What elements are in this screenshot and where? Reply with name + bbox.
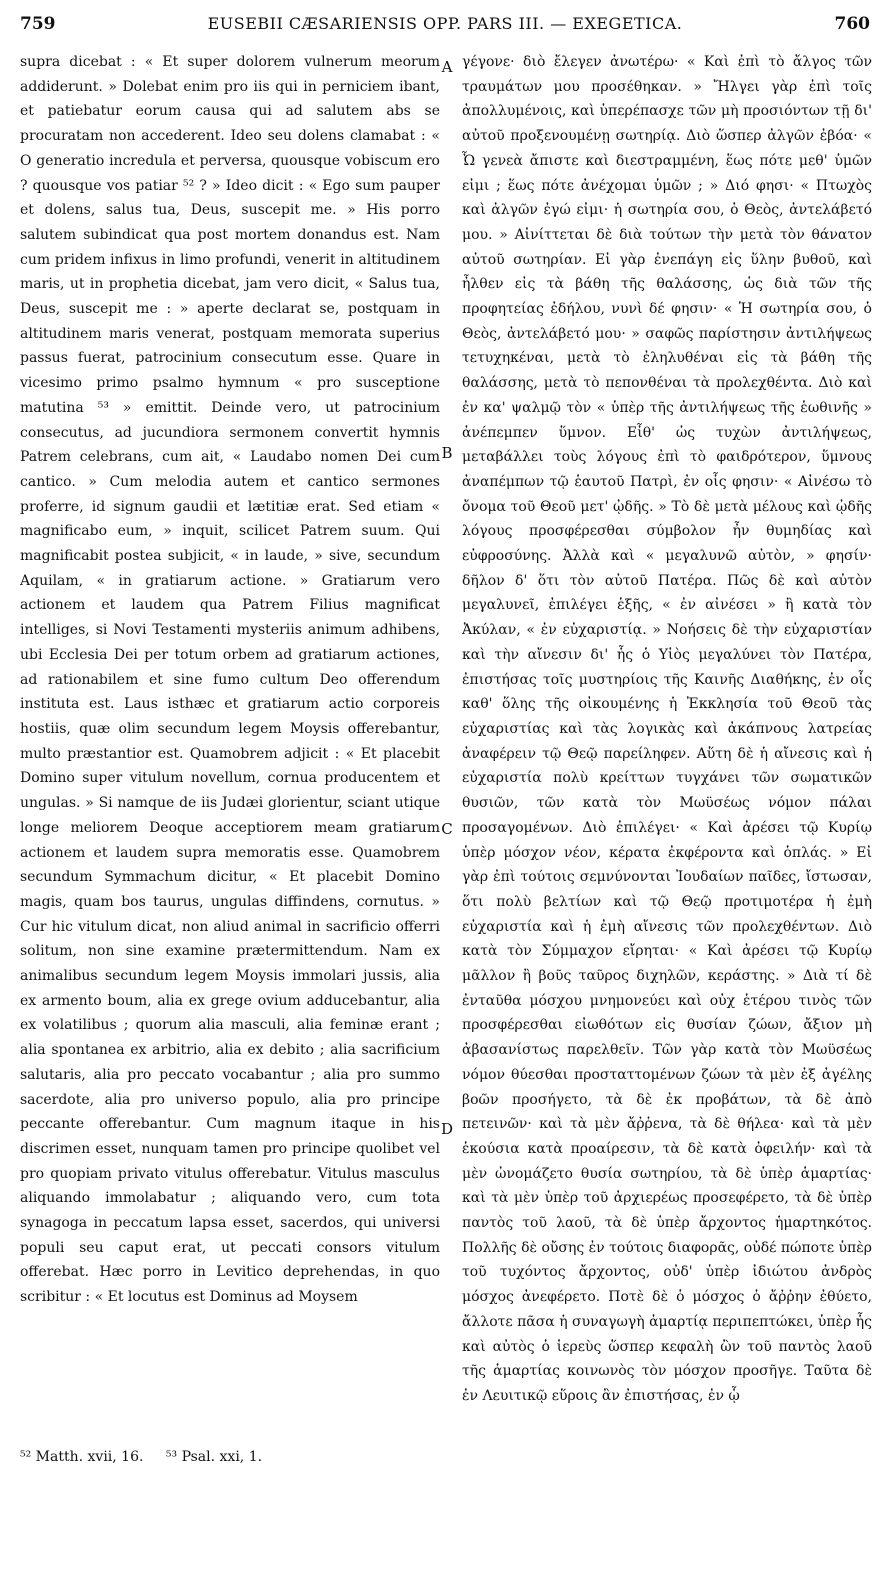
section-marker-d: D bbox=[440, 1120, 454, 1138]
section-marker-b: B bbox=[441, 444, 453, 462]
greek-text: γέγονε· διὸ ἔλεγεν ἀνωτέρω· « Καὶ ἐπὶ τὸ ἄλγος τῶν τραυμάτων μου προσέθηκαν. » Ἤλγει γὰρ ἐπὶ τοῖς ἀπολλυμένοις, καὶ ὑπερέπασχε τῶν μὴ προσιόντων τῇ δι' αὐτοῦ προξενουμένῃ σωτηρίᾳ. Διὸ ὥσπερ ἀλγῶν ἐβόα· « Ὦ γενεὰ ἄπιστε καὶ διεστραμμένη, ἕως πότε μεθ' ὑμῶν εἰμι ; ἕως πότε ἀνέχομαι ὑμῶν ; » Διό φησι· « Πτωχὸς καὶ ἀλγῶν ἐγώ εἰμι· ἡ σωτηρία σου, ὁ Θεὸς, ἀντελάβετό μου. » Αἰνίττεται δὲ διὰ τούτων τὴν μετὰ τὸν θάνατον αὐτοῦ σωτηρίαν. Εἰ γὰρ ἐνεπάγη εἰς ὕλην βυθοῦ, καὶ ἦλθεν εἰς τὰ βάθη τῆς θαλάσσης, ὡς διὰ τῶν τῆς προφητείας ἐδήλου, νυνὶ δέ φησιν· « Ἡ σωτηρία σου, ὁ Θεὸς, ἀντελάβετό μου· » σαφῶς παρίστησιν ἀντιλήψεως τετυχηκέναι, μετὰ τὸ ἐληλυθέναι εἰς τὰ βάθη τῆς θαλάσσης, μετὰ τὸ πεπονθέναι τὰ προλεχθέντα. Διὸ καὶ ἐν κα' ψαλμῷ τὸν « ὑπὲρ τῆς ἀντιλήψεως τῆς ἑωθινῆς » ἀνέπεμπεν ὕμνον. Εἶθ' ὡς τυχὼν ἀντιλήψεως, μεταβάλλει τοὺς λόγους ἐπὶ τὸ φαιδρότερον, ὕμνους ἀναπέμπων τῷ ἑαυτοῦ Πατρὶ, ἐν οἷς φησιν· « Αἰνέσω τὸ ὄνομα τοῦ Θεοῦ μετ' ᾠδῆς. » Τὸ δὲ μετὰ μέλους καὶ ᾠδῆς λόγους προσφέρεσθαι σύμβολον ἦν θυμηδίας καὶ εὐφροσύνης. Ἀλλὰ καὶ « μεγαλυνῶ αὐτὸν, » φησίν· δῆλον δ' ὅτι τὸν αὐτοῦ Πατέρα. Πῶς δὲ καὶ αὐτὸν μεγαλυνεῖ, ἐπιλέγει ἑξῆς, « ἐν αἰνέσει » ἢ κατὰ τὸν Ἀκύλαν, « ἐν εὐχαριστίᾳ. » Νοήσεις δὲ τὴν εὐχαριστίαν καὶ τὴν αἴνεσιν δι' ἧς ὁ Υἱὸς μεγαλύνει τὸν Πατέρα, ἐπιστήσας τοῖς μυστηρίοις τῆς Καινῆς Διαθήκης, ἐν οἷς καθ' ὅλης τῆς οἰκουμένης ἡ Ἐκκλησία τοῦ Θεοῦ τὰς εὐχαριστίας καὶ τὰς λογικὰς καὶ ἀκάπνους λατρείας ἀναφέρειν τῷ Θεῷ παρείληφεν. Αὕτη δὲ ἡ αἴνεσις καὶ ἡ εὐχαριστία πολὺ κρείττων τυγχάνει τῶν σωματικῶν θυσιῶν, τῶν κατὰ τὸν Μωϋσέως νόμον πάλαι προσαγομένων. Διὸ ἐπιλέγει· « Καὶ ἀρέσει τῷ Κυρίῳ ὑπὲρ μόσχον νέον, κέρατα ἐκφέροντα καὶ ὁπλάς. » Εἰ γὰρ ἐπὶ τούτοις σεμνύνονται Ἰουδαίων παῖδες, ἴστωσαν, ὅτι πολὺ βελτίων καὶ τῷ Θεῷ προτιμοτέρα ἡ ἐμὴ εὐχαριστία καὶ ἡ ἐμὴ αἴνεσις τῶν προλεχθέντων. Διὸ κατὰ τὸν Σύμμαχον εἴρηται· « Καὶ ἀρέσει τῷ Κυρίῳ μᾶλλον ἢ βοῦς ταῦρος διχηλῶν, κεράστης. » Διὰ τί δὲ ἐνταῦθα μόσχου μνημονεύει καὶ οὐχ ἑτέρου τινὸς τῶν προσφέρεσθαι εἰωθότων εἰς θυσίαν ζώων, ἄξιον μὴ ἀβασανίστως παρελθεῖν. Τῶν γὰρ κατὰ τὸν Μωϋσέως νόμον θύεσθαι προσταττομένων ζώων τὰ μὲν ἐξ ἀγέλης βοῶν προσήγετο, τὰ δὲ ἐκ προβάτων, τὰ δὲ ἀπὸ πετεινῶν· καὶ τὰ μὲν ἄῤῥενα, τὰ δὲ θήλεα· καὶ τὰ μὲν ἑκούσια κατὰ προαίρεσιν, τὰ δὲ κατὰ ὀφειλήν· καὶ τὰ μὲν ὠνομάζετο θυσία σωτηρίου, τὰ δὲ ὑπὲρ ἁμαρτίας· καὶ τὰ μὲν ὑπὲρ τοῦ ἀρχιερέως προσεφέρετο, τὰ δὲ ὑπὲρ παντὸς τοῦ λαοῦ, τὰ δὲ ὑπὲρ ἄρχοντος ἡμαρτηκότος. Πολλῆς δὲ οὔσης ἐν τούτοις διαφορᾶς, οὐδέ πώποτε ὑπὲρ τοῦ τυχόντος ἄρχοντος, οὐδ' ὑπὲρ ἰδιώτου ἀνδρὸς μόσχος ἀνεφέρετο. Ποτὲ δὲ ὁ μόσχος ὁ ἄῤῥην ἐθύετο, ἄλλοτε πᾶσα ἡ συναγωγὴ ἁμαρτίᾳ περιπεπτώκει, ὑπὲρ ἧς καὶ αὐτὸς ὁ ἱερεὺς ὥσπερ κεφαλὴ ὢν τοῦ παντὸς λαοῦ τῆς ἁμαρτίας κοινωνὸς τὸν μόσχον προσῆγε. Ταῦτα δὲ ἐν Λευιτικῷ εὕροις ἂν ἐπιστήσας, ἐν ᾧ bbox=[462, 54, 872, 1404]
running-title: EUSEBII CÆSARIENSIS OPP. PARS III. — EXEGETICA. bbox=[207, 14, 683, 33]
greek-column bbox=[462, 50, 872, 1440]
page-number-right: 760 bbox=[834, 14, 870, 34]
latin-column bbox=[20, 50, 440, 1440]
section-marker-c: C bbox=[441, 820, 453, 838]
footnote-52: ⁵² Matth. xvii, 16. bbox=[20, 1449, 144, 1465]
footnote-53: ⁵³ Psal. xxi, 1. bbox=[165, 1449, 263, 1465]
latin-text: supra dicebat : « Et super dolorem vulnerum meorum addiderunt. » Dolebat enim pro iis qui in perniciem ibant, et patiebatur eorum causa qui ad salutem abs se procuratam non accederent. Ideo seu dolens clamabat : « O generatio incredula et perversa, quousque vobiscum ero ? quousque vos patiar ⁵² ? » Ideo dicit : « Ego sum pauper et dolens, salus tua, Deus, suscepit me. » His porro salutem subindicat qua post mortem donandus est. Nam cum pridem infixus in limo profundi, venerit in altitudinem maris, ut in prophetia dicebat, jam vero dicit, « Salus tua, Deus, suscepit me : » aperte declarat se, postquam in altitudinem maris venerat, postquam memorata superius passus fuerat, patrocinium consecutum esse. Quare in vicesimo primo psalmo hymnum « pro susceptione matutina ⁵³ » emittit. Deinde vero, ut patrocinium consecutus, ad jucundiora sermonem convertit hymnis Patrem celebrans, cum ait, « Laudabo nomen Dei cum cantico. » Cum melodia autem et cantico sermones proferre, id signum gaudii et lætitiæ erat. Sed etiam « magnificabo eum, » inquit, scilicet Patrem suum. Qui magnificabit postea subjicit, « in laude, » sive, secundum Aquilam, « in gratiarum actione. » Gratiarum vero actionem et laudem qua Patrem Filius magnificat intelliges, si Novi Testamenti mysteriis animum adhibens, ubi Ecclesia Dei per totum orbem ad gratiarum actiones, ad rationabilem et sine fumo cultum Deo offerendum instituta est. Laus isthæc et gratiarum actio corporeis hostiis, quæ olim secundum legem Moysis offerebantur, multo præstantior est. Quamobrem adjicit : « Et placebit Domino super vitulum novellum, cornua producentem et ungulas. » Si namque de iis Judæi glorientur, sciant utique longe meliorem Deoque acceptiorem meam gratiarum actionem et laudem supra memoratis esse. Quamobrem secundum Symmachum dicitur, « Et placebit Domino magis, quam bos taurus, ungulas diffindens, cornutus. » Cur hic vitulum dicat, non aliud animal in sacrificio offerri solitum, non sine examine prætermittendum. Nam ex animalibus secundum legem Moysis immolari jussis, alia ex armento boum, alia ex grege ovium adducebantur, alia ex volatilibus ; quorum alia masculi, alia feminæ erant ; alia spontanea ex arbitrio, alia ex debito ; alia sacrificium salutaris, alia pro peccato vocabantur ; alia pro summo sacerdote, alia pro universo populo, alia pro principe peccante offerebantur. Cum magnum itaque in his discrimen esset, nunquam tamen pro principe quolibet vel pro quopiam privato vitulus offerebatur. Vitulus masculus aliquando immolabatur ; aliquando vero, cum tota synagoga in peccatum lapsa esset, sacerdos, qui universi populi seu caput erat, ut peccati consors vitulum offerebat. Hæc porro in Levitico deprehendas, in quo scribitur : « Et locutus est Dominus ad Moysem bbox=[20, 54, 440, 1306]
section-marker-a: A bbox=[441, 58, 453, 76]
footnotes bbox=[20, 1447, 440, 1467]
page-number-left: 759 bbox=[20, 14, 56, 34]
running-header bbox=[20, 12, 870, 42]
section-markers bbox=[435, 50, 459, 1450]
